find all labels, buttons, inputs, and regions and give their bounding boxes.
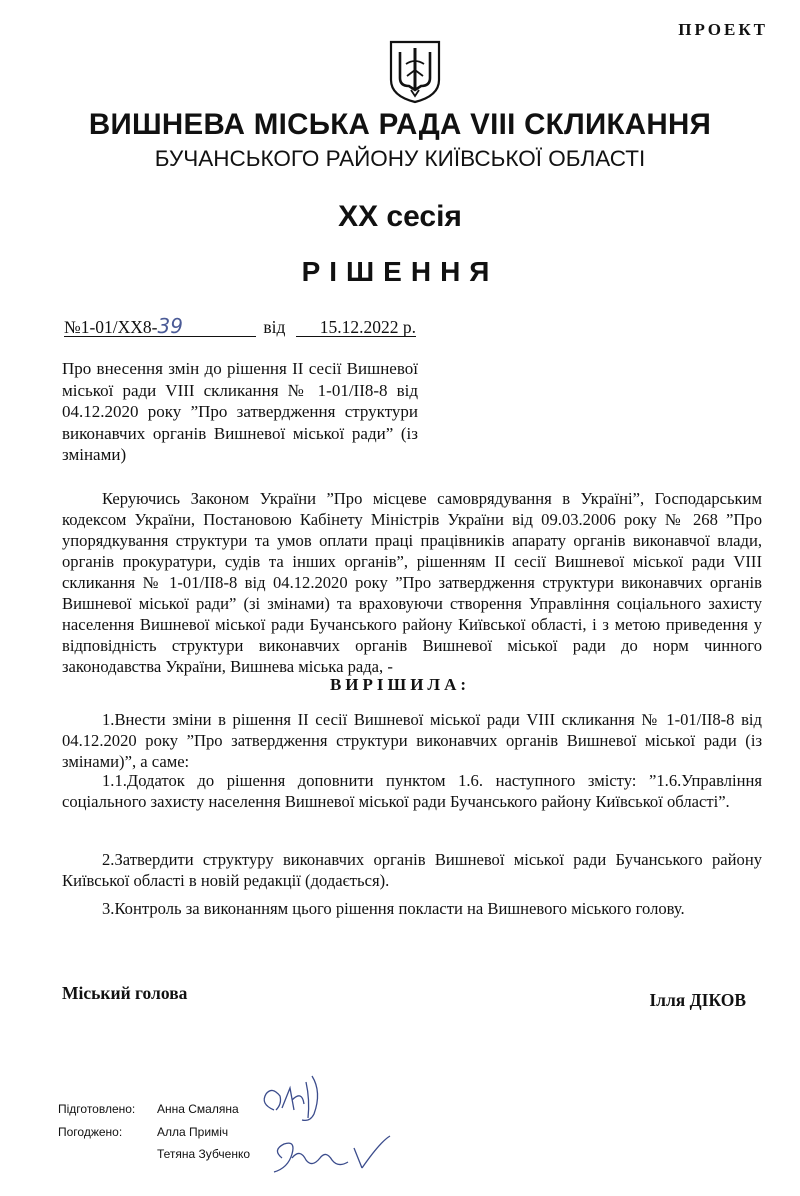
item-2: 2.Затвердити структуру виконавчих органів Вишневої міської ради Бучанського району Київської області в новій редакції (додається).: [62, 850, 762, 890]
agreed-name-2: Тетяна Зубченко: [157, 1147, 251, 1161]
item-3: 3.Контроль за виконанням цього рішення покласти на Вишневого міського голову.: [102, 899, 685, 918]
decision-subject: Про внесення змін до рішення ІІ сесії Вишневої міської ради VIII скликання № 1-01/ІІ8-8 від 04.12.2020 року ”Про затвердження структури виконавчих органів Вишневої міської ради” (із змінами): [62, 359, 418, 464]
project-stamp: ПРОЕКТ: [678, 20, 768, 39]
trident-coat-of-arms-icon: [387, 40, 443, 104]
prepared-name: Анна Смаляна: [157, 1102, 239, 1116]
document-type: РІШЕННЯ: [301, 256, 499, 287]
prepared-label: Підготовлено:: [58, 1102, 136, 1116]
date-from-label: від: [263, 317, 286, 337]
handwritten-signature-2: [262, 1128, 402, 1183]
council-name: ВИШНЕВА МІСЬКА РАДА VIII СКЛИКАННЯ: [88, 108, 712, 141]
decision-number-prefix: №1-01/XX8-: [64, 317, 158, 337]
handwritten-number: 39: [157, 314, 183, 338]
agreed-name-1: Алла Приміч: [157, 1125, 229, 1139]
session-title: XX сесія: [338, 200, 462, 233]
decision-number-line: [64, 314, 417, 338]
item-1: 1.Внести зміни в рішення ІІ сесії Вишневої міської ради VIII скликання № 1-01/ІІ8-8 від 04.12.2020 року ”Про затвердження структури виконавчих органів Вишневої міської ради (із змінами)”, а саме:: [62, 710, 762, 771]
decision-date: 15.12.2022 р.: [296, 318, 416, 337]
agreed-label: Погоджено:: [58, 1125, 123, 1139]
resolved-heading: ВИРІШИЛА:: [329, 675, 471, 694]
item-1-1: 1.1.Додаток до рішення доповнити пунктом 1.6. наступного змісту: ”1.6.Управління соціального захисту населення Вишневої міської ради Бучанського району Київської області”.: [62, 771, 762, 811]
decision-number-field: [64, 314, 256, 338]
district-name: БУЧАНСЬКОГО РАЙОНУ КИЇВСЬКОЇ ОБЛАСТІ: [154, 146, 646, 171]
handwritten-signature-1: [252, 1070, 342, 1130]
mayor-title: Міський голова: [62, 983, 188, 1003]
preamble-paragraph: Керуючись Законом України ”Про місцеве самоврядування в Україні”, Господарським кодексом України, Постановою Кабінету Міністрів України від 09.03.2006 року № 268 ”Про упорядкування структури та умов оплати праці працівників апарату органів виконавчої влади, органів прокуратури, судів та інших органів”, рішенням ІІ сесії Вишневої міської ради VIII скликання № 1-01/ІІ8-8 від 04.12.2020 року ”Про затвердження структури виконавчих органів Вишневої міської ради” (зі змінами) та враховуючи створення Управління соціального захисту населення Вишневої міської ради Бучанського району Київської області, і з метою приведення у відповідність структури виконавчих органів Вишневої міської ради до норм чинного законодавства України, Вишнева міська рада, -: [62, 489, 762, 676]
mayor-name: Ілля ДІКОВ: [649, 990, 746, 1010]
